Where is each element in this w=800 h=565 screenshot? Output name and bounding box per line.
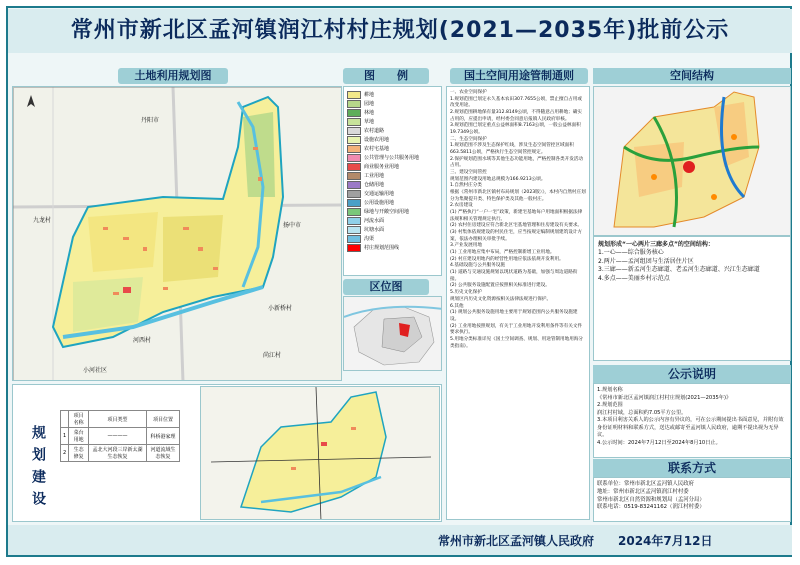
legend-swatch bbox=[347, 118, 361, 126]
footer-date: 2024年7月12日 bbox=[618, 534, 713, 548]
legend-swatch bbox=[347, 244, 361, 252]
table-cell: 科桥港家理 bbox=[146, 428, 179, 445]
table-cell: 河道流域生态恢复 bbox=[146, 445, 179, 462]
legend-swatch bbox=[347, 136, 361, 144]
legend-label: 仓储用地 bbox=[364, 182, 385, 188]
legend-label: 园地 bbox=[364, 101, 375, 107]
text-line: 2.规划范围耕地保有量312.8149公顷，不得随意占用耕地；确实占用的，应提出申请，经村委会同意后报镇人民政府审核。 bbox=[450, 110, 582, 122]
structure-map-svg bbox=[594, 87, 791, 236]
legend-item bbox=[347, 171, 438, 180]
structure-text bbox=[593, 236, 791, 361]
text-line: 根据《常州市新北区镇村布局规划（2023版）》，本村内自然村庄划分为集聚提升类、特色保护类及其他一般村庄。 bbox=[450, 190, 586, 202]
landuse-map[interactable] bbox=[12, 86, 342, 381]
text-line: 常州市新北区自然资源和规划局（孟河分局） bbox=[597, 496, 705, 503]
legend-label: 公用设施用地 bbox=[364, 200, 395, 206]
text-line: 联系电话：0519-83241162（润江村村委） bbox=[597, 504, 705, 511]
text-line: 3.规划范围已划定重点公益林面积8.7163公顷，一般公益林面积19.7349公顷。 bbox=[450, 123, 581, 136]
structure-title: 规划形成“一心两片三廊多点”的空间结构： bbox=[598, 241, 714, 248]
text-line: 1.自然村庄分类 bbox=[450, 183, 482, 189]
text-line: 4.多点——美丽乡村示范点 bbox=[598, 275, 670, 283]
location-map-svg bbox=[344, 297, 442, 371]
legend-swatch bbox=[347, 190, 361, 198]
text-line: 二、生态空间保护 bbox=[450, 136, 487, 142]
text-line: (2) 农村住房建设应符合新北区宅基地管理和住房建设有关要求。 bbox=[450, 223, 583, 229]
legend-label: 村庄规划范围线 bbox=[364, 245, 400, 251]
legend-item bbox=[347, 234, 438, 243]
text-line: 1.规划范围已划定永久基本农田307.7655公顷，禁止擅自占用或改变用途。 bbox=[450, 96, 582, 109]
text-line: 3.产业发展用地 bbox=[450, 243, 482, 249]
text-line: 5.历史文化保护 bbox=[450, 290, 482, 296]
table-row bbox=[61, 445, 180, 462]
legend-item bbox=[347, 153, 438, 162]
legend-swatch bbox=[347, 91, 361, 99]
legend-item bbox=[347, 216, 438, 225]
text-line: 规划区内历史文化资源按相关法律法规进行保护。 bbox=[450, 296, 552, 302]
construction-title: 规划建设 bbox=[30, 425, 46, 513]
text-line: (1) 工业用地应集中布局，严格控制新增工业用地。 bbox=[450, 250, 555, 256]
notice-header: 公示说明 bbox=[593, 365, 791, 383]
location-header: 区位图 bbox=[343, 279, 429, 295]
text-line: 2.两片——孟河组团与生活居住片区 bbox=[598, 257, 694, 265]
legend-swatch bbox=[347, 181, 361, 189]
text-line: (3) 村集体依规建设的村民住宅，应当按规定编制规划建筑设计方案，依法办理相关审批手续。 bbox=[450, 230, 583, 242]
table-cell: 1 bbox=[61, 428, 69, 445]
text-line: 1.一心——综合服务核心 bbox=[598, 249, 664, 256]
text-line: 4.基础设施与公共服务设施 bbox=[450, 263, 505, 269]
contact-header: 联系方式 bbox=[593, 459, 791, 477]
label-danyang: 丹阳市 bbox=[141, 117, 160, 124]
legend-panel bbox=[343, 86, 442, 276]
label-jiulong: 九龙村 bbox=[33, 217, 52, 224]
page-title: 常州市新北区孟河镇润江村村庄规划(2021—2035年)批前公示 bbox=[8, 9, 792, 53]
legend-list bbox=[347, 90, 438, 252]
legend-swatch bbox=[347, 163, 361, 171]
text-line: 2.保护规划范围水域等其他生态功能用地，严格控制各类开发活动占用。 bbox=[450, 156, 584, 169]
legend-item bbox=[347, 225, 438, 234]
legend-item bbox=[347, 90, 438, 99]
table-cell: 菜台用地 bbox=[69, 428, 89, 445]
legend-swatch bbox=[347, 172, 361, 180]
legend-label: 农村宅基地 bbox=[364, 146, 390, 152]
text-line: (1) 严格执行“一户一宅”政策，新建宅基地每户用地面积根据法律法规和相关管理规定执行。 bbox=[450, 210, 583, 222]
legend-label: 耕地 bbox=[364, 92, 375, 98]
legend-item bbox=[347, 207, 438, 216]
text-line: 2.农房建设 bbox=[450, 203, 473, 209]
text-line: 一、农业空间保护 bbox=[450, 90, 487, 95]
control-text bbox=[450, 90, 586, 350]
footer bbox=[8, 525, 792, 555]
legend-swatch bbox=[347, 235, 361, 243]
control-header: 国土空间用途管制通则 bbox=[450, 68, 588, 84]
label-yangzhong: 扬中市 bbox=[283, 222, 302, 229]
construction-table-wrap bbox=[60, 410, 180, 462]
legend-swatch bbox=[347, 145, 361, 153]
legend-label: 河流水面 bbox=[364, 218, 385, 224]
legend-swatch bbox=[347, 154, 361, 162]
construction-map bbox=[200, 386, 440, 520]
legend-item bbox=[347, 198, 438, 207]
text-line: 三、建设空间管控 bbox=[450, 170, 487, 176]
legend-swatch bbox=[347, 127, 361, 135]
structure-header: 空间结构 bbox=[593, 68, 791, 84]
text-line: 3.本项目利害关系人的公示内容有异议的，可在公示期间提出书面意见，并附有效身份证明材料和联系方式，送达或邮寄至孟河镇人民政府，逾期不提出视为无异议。 bbox=[597, 417, 784, 439]
text-line: 润江村村域，总面积约7.05平方公里。 bbox=[597, 409, 687, 416]
legend-header: 图 例 bbox=[343, 68, 429, 84]
table-cell: ———— bbox=[89, 428, 147, 445]
legend-swatch bbox=[347, 226, 361, 234]
structure-list bbox=[598, 249, 786, 284]
construction-table bbox=[60, 410, 180, 462]
construction-map-svg bbox=[201, 387, 440, 520]
legend-label: 交通运输用地 bbox=[364, 191, 395, 197]
table-header-cell: 项目类型 bbox=[89, 411, 147, 428]
text-line: 1.规划名称 bbox=[597, 387, 623, 393]
contact-panel bbox=[593, 477, 791, 522]
legend-item bbox=[347, 243, 438, 252]
text-line: (2) 工业用地按照规划，有关于工业用地开发利用条件等有关文件要求执行。 bbox=[450, 323, 583, 336]
legend-item bbox=[347, 108, 438, 117]
table-cell: 孟北大河段三岸新太湖生态恢复 bbox=[89, 445, 147, 462]
legend-label: 公共管理与公共服务用地 bbox=[364, 155, 420, 161]
text-line: (2) 公共服务设施配置应按照相关标准进行建设。 bbox=[450, 283, 550, 289]
text-line: 2.规划范围 bbox=[597, 402, 623, 409]
legend-swatch bbox=[347, 109, 361, 117]
legend-label: 草地 bbox=[364, 119, 375, 125]
legend-item bbox=[347, 180, 438, 189]
text-line: 《常州市新北区孟河镇润江村村庄规划(2021—2035年)》 bbox=[597, 394, 732, 401]
label-shangjiang: 尚江村 bbox=[263, 352, 282, 359]
legend-item bbox=[347, 99, 438, 108]
legend-item bbox=[347, 135, 438, 144]
legend-item bbox=[347, 162, 438, 171]
legend-label: 商业服务业用地 bbox=[364, 164, 400, 170]
text-line: 规划范围内建设用地总规模为166.9213公顷。 bbox=[450, 176, 546, 182]
legend-label: 坑塘水面 bbox=[364, 227, 385, 233]
legend-item bbox=[347, 126, 438, 135]
legend-swatch bbox=[347, 217, 361, 225]
legend-item bbox=[347, 144, 438, 153]
text-line: 联系单位：常州市新北区孟河镇人民政府 bbox=[597, 481, 695, 487]
text-line: 1.规划范围不涉及生态保护红线，涉及生态空间管控区域面积663.5811公顷，严格执行生态空间管控规定。 bbox=[450, 143, 574, 156]
text-line: (2) 村庄建设用地内的经营性用地应依法依规开发利用。 bbox=[450, 256, 564, 262]
structure-map bbox=[593, 86, 791, 236]
table-row bbox=[61, 428, 180, 445]
text-line: 4.公示时间：2024年7月12日至2024年8月10日止。 bbox=[597, 439, 721, 446]
legend-swatch bbox=[347, 100, 361, 108]
text-line: 地址：常州市新北区孟河镇润江村村委 bbox=[597, 488, 689, 495]
text-line: (1) 规划公共服务设施用地主要用于规划范围内公共服务设施建设。 bbox=[450, 310, 578, 322]
location-map bbox=[343, 296, 442, 371]
table-header-cell bbox=[61, 411, 69, 428]
landuse-header: 土地利用规划图 bbox=[118, 68, 228, 84]
label-hexi: 河西村 bbox=[133, 337, 152, 344]
text-line: 6.其他 bbox=[450, 303, 464, 309]
text-line: 3.三廊——新孟河生态廊道、老孟河生态廊道、兴江生态廊道 bbox=[598, 266, 760, 274]
landuse-map-svg bbox=[13, 87, 342, 381]
legend-swatch bbox=[347, 199, 361, 207]
legend-label: 绿地与开敞空间用地 bbox=[364, 209, 410, 215]
legend-label: 工业用地 bbox=[364, 173, 385, 179]
legend-label: 农村道路 bbox=[364, 128, 385, 134]
table-cell: 生态修复 bbox=[69, 445, 89, 462]
legend-label: 设施农用地 bbox=[364, 137, 390, 143]
table-header-cell: 项目位置 bbox=[146, 411, 179, 428]
legend-swatch bbox=[347, 208, 361, 216]
legend-item bbox=[347, 189, 438, 198]
control-panel bbox=[446, 86, 590, 520]
legend-item bbox=[347, 117, 438, 126]
notice-text bbox=[597, 387, 787, 447]
legend-label: 沟渠 bbox=[364, 236, 375, 242]
footer-org: 常州市新北区孟河镇人民政府 bbox=[438, 534, 595, 548]
label-xiaohe: 小河社区 bbox=[83, 367, 108, 374]
table-cell: 2 bbox=[61, 445, 69, 462]
label-xiaoxinqiao: 小新桥村 bbox=[268, 305, 293, 312]
table-header-cell: 项目名称 bbox=[69, 411, 89, 428]
legend-label: 林地 bbox=[364, 110, 375, 116]
notice-panel bbox=[593, 383, 791, 458]
text-line: (1) 道路与交通设施规划以现状道路为基础，加强与周边道路衔接。 bbox=[450, 270, 578, 282]
contact-text bbox=[597, 481, 787, 512]
text-line: 5.用地分类标准详见《国土空间调查、规划、用途管制用地用海分类指南》。 bbox=[450, 336, 584, 349]
